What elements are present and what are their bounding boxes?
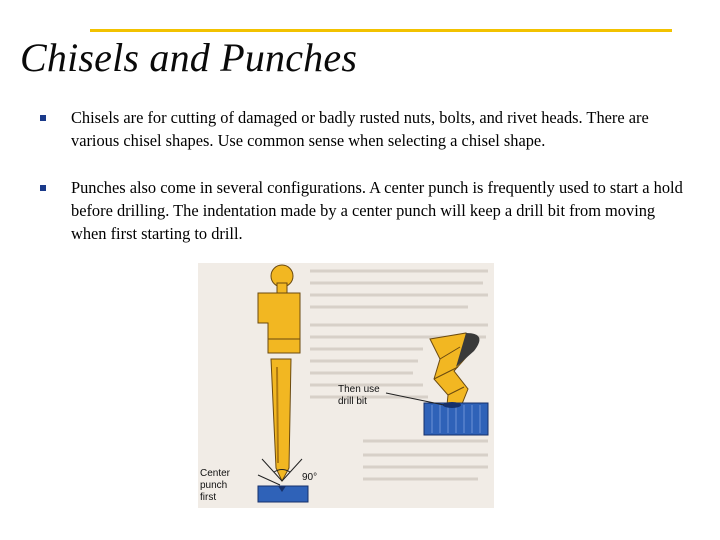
angle-label: 90° — [302, 472, 318, 483]
bullet-item — [40, 106, 690, 152]
workpiece-punch — [258, 486, 308, 502]
workpiece-drill — [424, 402, 488, 435]
illustration-svg — [198, 263, 494, 508]
drill-label-line-1: Then use — [338, 384, 380, 395]
bullet-text: Punches also come in several configurations. A center punch is frequently used to start a hold before drilling. The indentation made by a center punch will keep a drill bit from moving when first starting to drill. — [71, 178, 683, 243]
bullet-list — [40, 106, 690, 269]
title-rule — [90, 29, 672, 32]
punch-and-drill-illustration — [198, 263, 494, 508]
bullet-item — [40, 176, 690, 245]
center-punch-label-line-1: Center — [200, 468, 231, 479]
center-punch-label-line-3: first — [200, 492, 217, 503]
bullet-square-icon — [40, 115, 46, 121]
center-punch-label-line-2: punch — [200, 480, 228, 491]
drill-label-line-2: drill bit — [338, 396, 367, 407]
slide-title: Chisels and Punches — [20, 35, 358, 80]
bullet-text: Chisels are for cutting of damaged or badly rusted nuts, bolts, and rivet heads. There are various chisel shapes. Use common sense when selecting a chisel shape. — [71, 108, 649, 150]
bullet-square-icon — [40, 185, 46, 191]
